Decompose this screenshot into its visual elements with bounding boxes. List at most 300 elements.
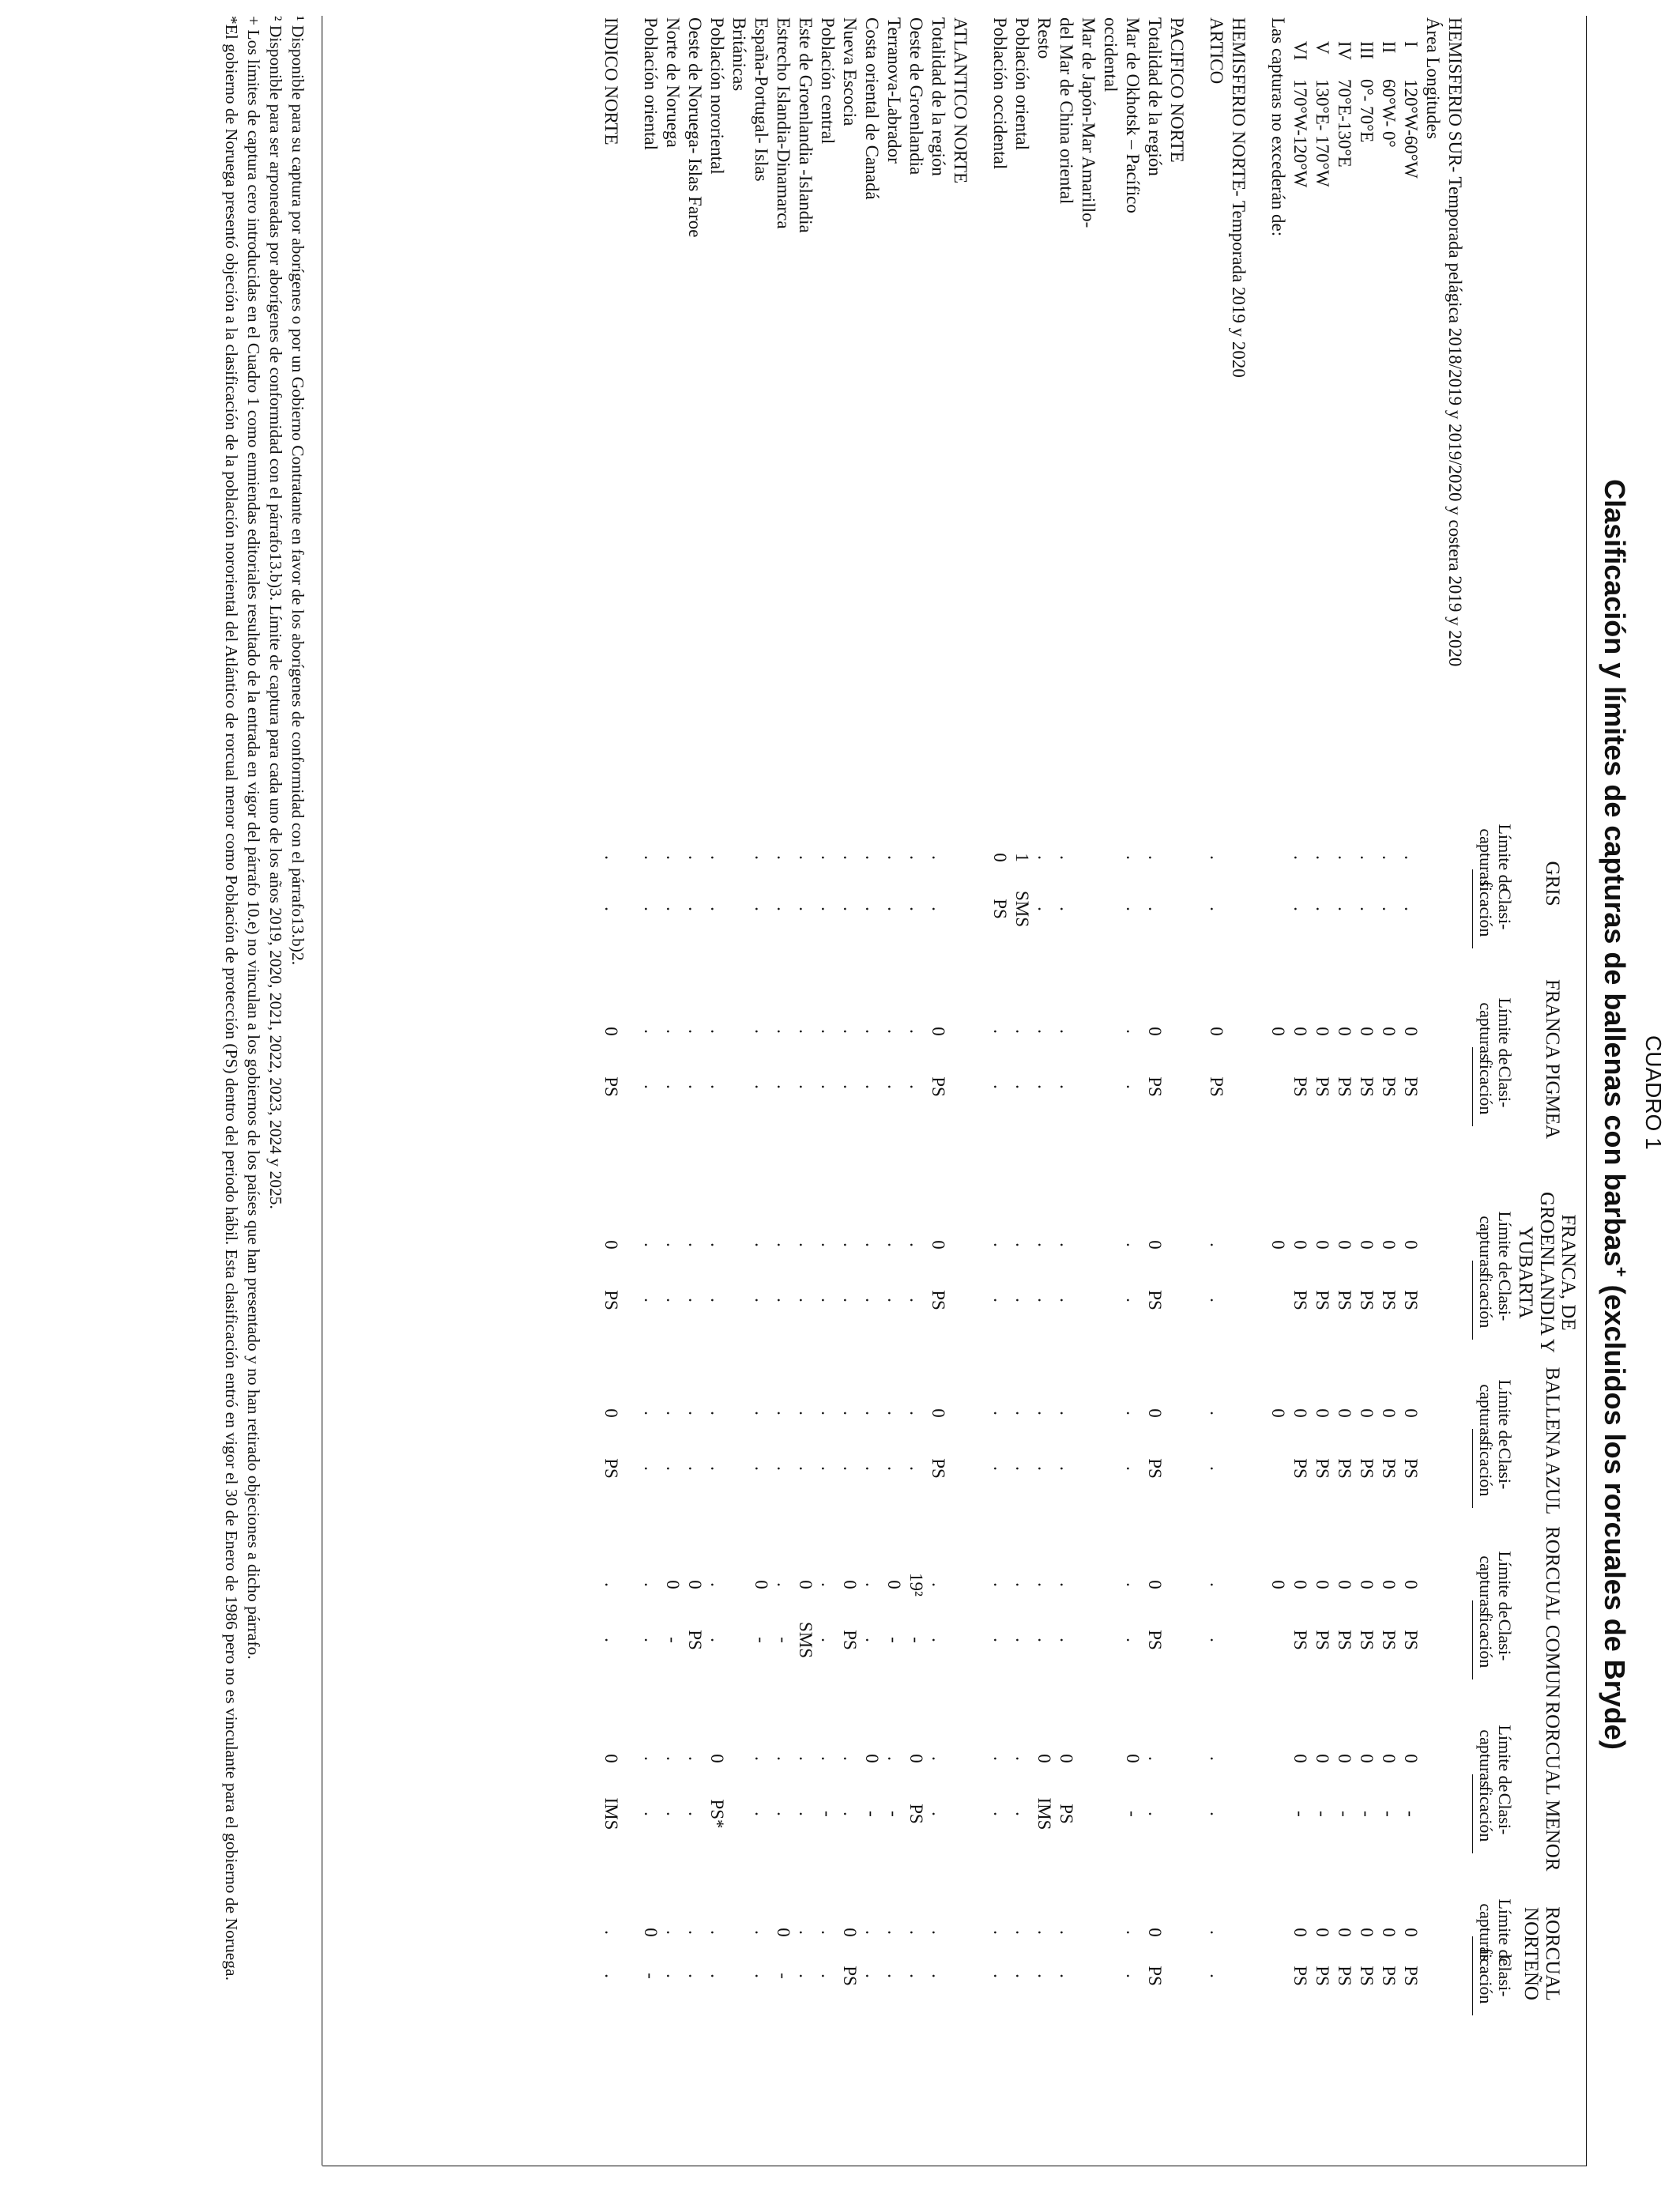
table-cell: . — [862, 1638, 882, 1642]
table-cell: . — [1207, 1582, 1226, 1587]
table-cell: . — [641, 907, 661, 911]
table-cell: . — [685, 1811, 705, 1816]
table-cell: . — [796, 1411, 816, 1416]
table-cell: . — [685, 1411, 705, 1416]
table-cell: . — [685, 855, 705, 860]
row-label: Oeste de Groenlandia — [906, 17, 926, 175]
table-cell: . — [862, 1582, 882, 1587]
table-cell: . — [1401, 855, 1421, 860]
table-cell: . — [1145, 1756, 1165, 1761]
table-cell: PS — [1379, 1966, 1399, 1986]
table-cell: . — [1034, 1930, 1054, 1935]
footnote: ¹ Disponible para su captura por aborígenes o por un Gobierno Contratante en favor de los aborígenes de conformidad con el párrafo13.b)2. — [288, 16, 307, 966]
table-cell: . — [862, 1084, 882, 1089]
table-cell: IMS — [1034, 1797, 1054, 1830]
table-cell: . — [818, 1029, 838, 1034]
table-cell: . — [796, 907, 816, 911]
table-cell: . — [1057, 1029, 1076, 1034]
table-cell: PS — [1145, 1966, 1165, 1986]
row-label: PACIFICO NORTE — [1167, 17, 1187, 163]
table-cell: 0 — [685, 1580, 705, 1589]
table-cell: . — [641, 1466, 661, 1471]
row-label: Mar de Okhotsk – Pacífico — [1123, 17, 1143, 213]
table-cell: PS — [1145, 1076, 1165, 1097]
table-cell: PS — [929, 1458, 948, 1479]
table-cell: . — [707, 1242, 727, 1247]
table-cell: . — [1057, 1930, 1076, 1935]
table-cell: . — [663, 1930, 683, 1935]
table-cell: 0 — [1268, 1580, 1288, 1589]
table-cell: 0 — [1401, 1580, 1421, 1589]
table-cell: . — [641, 1084, 661, 1089]
table-cell: . — [601, 1930, 621, 1935]
section-heading: HEMISFERIO NORTE- Temporada 2019 y 2020 — [1229, 17, 1249, 378]
table-cell: . — [1034, 1029, 1054, 1034]
table-cell: . — [929, 1973, 948, 1978]
table-cell: . — [1123, 1582, 1143, 1587]
table-cell: . — [774, 1582, 793, 1587]
table-cell: 0 — [1335, 1027, 1354, 1036]
table-cell: PS — [929, 1290, 948, 1310]
table-cell: . — [663, 1411, 683, 1416]
table-cell: . — [796, 855, 816, 860]
table-cell: . — [906, 1411, 926, 1416]
area-number: I — [1401, 41, 1421, 47]
title-plus-mark: + — [1611, 1266, 1631, 1277]
table-cell: . — [1057, 855, 1076, 860]
table-cell: - — [1401, 1811, 1421, 1817]
row-label: del Mar de China oriental — [1057, 17, 1076, 205]
table-cell: . — [1034, 1973, 1054, 1978]
table-cell: . — [663, 1029, 683, 1034]
table-cell: PS — [601, 1290, 621, 1310]
table-cell: . — [751, 907, 771, 911]
area-longitudes: 120°W-60°W — [1401, 79, 1421, 179]
table-cell: . — [751, 1930, 771, 1935]
table-cell: . — [1034, 1582, 1054, 1587]
row-label: ATLANTICO NORTE — [951, 17, 970, 184]
table-cell: . — [1207, 1638, 1226, 1642]
table-cell: . — [641, 1242, 661, 1247]
table-cell: 0 — [929, 1240, 948, 1250]
table-cell: . — [601, 1973, 621, 1978]
table-cell: . — [774, 1756, 793, 1761]
table-cell: . — [1207, 1411, 1226, 1416]
table-cell: . — [751, 1411, 771, 1416]
table-cell: . — [685, 1242, 705, 1247]
table-cell: PS — [1357, 1966, 1377, 1986]
table-cell: . — [1012, 1756, 1032, 1761]
table-cell: . — [862, 1242, 882, 1247]
table-cell: . — [1012, 1811, 1032, 1816]
table-cell: . — [840, 855, 860, 860]
table-cell: . — [1313, 907, 1332, 911]
table-cell: PS — [1290, 1290, 1310, 1310]
table-cell: - — [751, 1637, 771, 1643]
table-cell: PS — [1290, 1076, 1310, 1097]
table-cell: . — [1207, 1242, 1226, 1247]
table-cell: PS — [1313, 1076, 1332, 1097]
table-cell: . — [796, 1811, 816, 1816]
table-cell: 0 — [1290, 1580, 1310, 1589]
table-cell: . — [990, 1084, 1010, 1089]
table-cell: - — [1379, 1811, 1399, 1817]
table-cell: . — [774, 1466, 793, 1471]
table-cell: . — [990, 1298, 1010, 1302]
table-cell: . — [685, 1756, 705, 1761]
table-cell: . — [641, 1811, 661, 1816]
table-cell: 0 — [1313, 1928, 1332, 1937]
table-cell: . — [990, 1029, 1010, 1034]
table-cell: 0 — [1145, 1027, 1165, 1036]
table-cell: PS — [1290, 1966, 1310, 1986]
row-label: Terranova-Labrador — [884, 17, 904, 164]
table-cell: PS — [1401, 1290, 1421, 1310]
table-title — [1598, 47, 1631, 2181]
table-cell: . — [884, 907, 904, 911]
table-cell: . — [707, 1930, 727, 1935]
table-cell: PS — [1379, 1630, 1399, 1650]
table-cell: - — [1335, 1811, 1354, 1817]
table-cell: . — [601, 1638, 621, 1642]
table-cell: 0 — [862, 1754, 882, 1763]
table-cell: 1 — [1012, 853, 1032, 862]
table-cell: . — [663, 1756, 683, 1761]
table-cell: . — [1123, 1973, 1143, 1978]
table-cell: 0 — [1401, 1240, 1421, 1250]
row-label: ARTICO — [1207, 17, 1226, 85]
table-cell: . — [884, 1242, 904, 1247]
table-cell: . — [796, 1298, 816, 1302]
table-cell: . — [1012, 1582, 1032, 1587]
table-cell: . — [990, 1973, 1010, 1978]
table-cell: 0 — [796, 1580, 816, 1589]
table-cell: . — [840, 1466, 860, 1471]
table-cell: . — [818, 1084, 838, 1089]
table-cell: . — [1123, 1298, 1143, 1302]
table-cell: PS* — [707, 1799, 727, 1829]
table-cell: . — [840, 1242, 860, 1247]
table-cell: 0 — [1268, 1027, 1288, 1036]
table-cell: . — [929, 1811, 948, 1816]
table-cell: . — [641, 1411, 661, 1416]
table-cell: PS — [1357, 1076, 1377, 1097]
table-cell: . — [796, 1084, 816, 1089]
table-cell: PS — [929, 1076, 948, 1097]
table-cell: . — [1207, 1298, 1226, 1302]
table-cell: . — [1012, 1638, 1032, 1642]
table-cell: 0 — [751, 1580, 771, 1589]
table-cell: . — [906, 1466, 926, 1471]
class-subheader: Clasi- ficación — [1476, 880, 1515, 937]
table-cell: 0 — [1313, 1408, 1332, 1418]
row-label: Británicas — [729, 17, 749, 92]
table-cell: . — [601, 907, 621, 911]
table-cell: PS — [1313, 1458, 1332, 1479]
table-cell: 0 — [1145, 1928, 1165, 1937]
table-cell: 0 — [840, 1580, 860, 1589]
table-cell: . — [884, 855, 904, 860]
area-number: II — [1379, 41, 1399, 54]
table-cell: PS — [1379, 1458, 1399, 1479]
table-cell: . — [1123, 1466, 1143, 1471]
table-cell: . — [1207, 855, 1226, 860]
table-cell: 0 — [1268, 1408, 1288, 1418]
table-cell: PS — [601, 1458, 621, 1479]
table-cell: . — [707, 907, 727, 911]
table-cell: . — [685, 1973, 705, 1978]
table-cell: . — [641, 1298, 661, 1302]
table-cell: . — [884, 1084, 904, 1089]
table-cell: . — [707, 855, 727, 860]
table-cell: . — [840, 1084, 860, 1089]
table-cell: . — [796, 1973, 816, 1978]
subheader-rule — [1472, 1936, 1473, 2015]
table-cell: . — [862, 1930, 882, 1935]
table-cell: - — [884, 1811, 904, 1817]
table-cell: . — [1145, 907, 1165, 911]
table-cell: . — [1379, 907, 1399, 911]
table-cell: PS — [1313, 1630, 1332, 1650]
table-cell: 0 — [663, 1580, 683, 1589]
table-cell: . — [929, 1930, 948, 1935]
table-cell: . — [751, 1242, 771, 1247]
table-cell: - — [1123, 1811, 1143, 1817]
table-cell: PS — [1145, 1290, 1165, 1310]
table-cell: 0 — [1379, 1027, 1399, 1036]
table-cell: 0 — [929, 1027, 948, 1036]
table-cell: . — [840, 1298, 860, 1302]
table-cell: . — [663, 1973, 683, 1978]
limit-subheader: Límite de capturas — [1476, 1725, 1515, 1793]
table-cell: . — [774, 1084, 793, 1089]
table-cell: 0 — [641, 1928, 661, 1937]
table-cell: . — [1313, 855, 1332, 860]
table-cell: 0 — [884, 1580, 904, 1589]
table-cell: . — [1057, 1242, 1076, 1247]
row-label: Población central — [818, 17, 838, 145]
table-cell: . — [929, 907, 948, 911]
table-cell: . — [751, 1466, 771, 1471]
table-cell: . — [1057, 1298, 1076, 1302]
table-cell: 0 — [1145, 1240, 1165, 1250]
table-cell: . — [840, 907, 860, 911]
table-cell: . — [990, 1466, 1010, 1471]
table-cell: SMS — [1012, 890, 1032, 928]
limit-subheader: Límite de capturas — [1476, 1211, 1515, 1279]
table-cell: . — [818, 1582, 838, 1587]
footnote: ² Disponible para ser arponeadas por aborígenes de conformidad con el párrafo13.b)3. Límite de captura para cada uno de los años 2019, 2020, 2021, 2022, 2023, 2024 y 2025. — [266, 16, 285, 1209]
table-cell: - — [1357, 1811, 1377, 1817]
table-cell: . — [707, 1466, 727, 1471]
table-cell: . — [818, 855, 838, 860]
species-header: RORCUAL COMUN — [1542, 1526, 1563, 1698]
table-cell: PS — [1313, 1966, 1332, 1986]
table-cell: PS — [1145, 1458, 1165, 1479]
table-cell: SMS — [796, 1621, 816, 1659]
table-cell: . — [862, 855, 882, 860]
title-suffix: (excluidos los rorcuales de Bryde) — [1599, 1284, 1631, 1750]
table-cell: 0 — [1123, 1754, 1143, 1763]
table-cell: . — [1290, 855, 1310, 860]
table-cell: PS — [840, 1630, 860, 1650]
class-subheader: Clasi- ficación — [1476, 1272, 1515, 1329]
table-cell: . — [641, 1756, 661, 1761]
table-cell: . — [774, 855, 793, 860]
table-cell: PS — [1335, 1966, 1354, 1986]
table-cell: - — [906, 1637, 926, 1643]
table-cell: . — [884, 1756, 904, 1761]
table-cell: . — [601, 855, 621, 860]
table-cell: . — [1034, 855, 1054, 860]
row-label: Totalidad de la región — [929, 17, 948, 176]
table-cell: . — [1123, 855, 1143, 860]
species-header: RORCUAL MENOR — [1542, 1701, 1563, 1872]
table-cell: . — [796, 1242, 816, 1247]
table-cell: 0 — [1290, 1754, 1310, 1763]
table-cell: . — [906, 1973, 926, 1978]
table-cell: PS — [1290, 1630, 1310, 1650]
table-cell: - — [641, 1973, 661, 1979]
table-cell: 0 — [1357, 1408, 1377, 1418]
row-label: Población oriental — [1012, 17, 1032, 150]
table-cell: . — [1034, 1411, 1054, 1416]
class-subheader: Clasi- ficación — [1476, 1058, 1515, 1115]
subheader-rule — [1472, 1429, 1473, 1508]
table-cell: . — [1207, 1466, 1226, 1471]
table-cell: 0 — [1335, 1754, 1354, 1763]
table-cell: 0 — [1357, 1580, 1377, 1589]
table-cell: . — [1207, 1973, 1226, 1978]
table-cell: . — [774, 1029, 793, 1034]
row-label: occidental — [1101, 17, 1121, 92]
table-cell: 0 — [929, 1408, 948, 1418]
table-cell: . — [1123, 1930, 1143, 1935]
table-cell: 0 — [1145, 1580, 1165, 1589]
table-cell: . — [751, 855, 771, 860]
table-cell: 0 — [1034, 1754, 1054, 1763]
table-cell: . — [1034, 1084, 1054, 1089]
table-cell: . — [1290, 907, 1310, 911]
table-cell: . — [1034, 1298, 1054, 1302]
table-cell: . — [840, 1756, 860, 1761]
table-cell: . — [1207, 907, 1226, 911]
table-cell: PS — [1357, 1630, 1377, 1650]
table-cell: 0 — [1401, 1408, 1421, 1418]
table-cell: 19² — [906, 1573, 926, 1596]
table-cell: 0 — [990, 853, 1010, 862]
table-cell: . — [774, 1411, 793, 1416]
table-cell: . — [707, 1973, 727, 1978]
table-number: CUADRO 1 — [1641, 1035, 1666, 1150]
table-cell: - — [884, 1637, 904, 1643]
table-cell: - — [663, 1637, 683, 1643]
table-cell: . — [884, 1466, 904, 1471]
table-cell: . — [796, 1930, 816, 1935]
table-cell: . — [1207, 1756, 1226, 1761]
subheader-rule — [1472, 1600, 1473, 1679]
table-cell: . — [840, 1029, 860, 1034]
table-cell: . — [796, 1466, 816, 1471]
table-cell: . — [929, 855, 948, 860]
table-cell: . — [1123, 1411, 1143, 1416]
table-cell: - — [1290, 1811, 1310, 1817]
table-cell: . — [1012, 1973, 1032, 1978]
table-cell: . — [840, 1411, 860, 1416]
table-cell: . — [884, 1973, 904, 1978]
table-cell: . — [906, 1298, 926, 1302]
table-cell: . — [1012, 1298, 1032, 1302]
table-cell: 0 — [601, 1408, 621, 1418]
table-cell: . — [685, 1298, 705, 1302]
table-cell: PS — [1313, 1290, 1332, 1310]
row-label: INDICO NORTE — [601, 17, 621, 145]
table-cell: . — [990, 1930, 1010, 1935]
area-longitudes: 60°W- 0° — [1379, 79, 1399, 148]
table-cell: . — [663, 855, 683, 860]
table-cell: . — [862, 1029, 882, 1034]
table-cell: . — [990, 1756, 1010, 1761]
row-label: Norte de Noruega — [663, 17, 683, 148]
table-cell: 0 — [707, 1754, 727, 1763]
table-cell: 0 — [1290, 1928, 1310, 1937]
table-cell: 0 — [1401, 1928, 1421, 1937]
limit-subheader: Límite de capturas — [1476, 1551, 1515, 1619]
table-cell: PS — [840, 1966, 860, 1986]
table-cell: 0 — [906, 1754, 926, 1763]
table-cell: 0 — [1357, 1240, 1377, 1250]
table-cell: . — [1057, 1411, 1076, 1416]
table-cell: . — [1123, 1242, 1143, 1247]
table-cell: 0 — [601, 1027, 621, 1036]
table-cell: . — [707, 1298, 727, 1302]
class-subheader: Clasi- ficación — [1476, 1612, 1515, 1668]
table-cell: PS — [1207, 1076, 1226, 1097]
table-cell: PS — [1379, 1076, 1399, 1097]
area-longitudes: 70°E-130°E — [1335, 79, 1354, 168]
table-cell: . — [862, 1466, 882, 1471]
table-cell: . — [862, 1298, 882, 1302]
table-cell: PS — [1335, 1458, 1354, 1479]
table-cell: . — [884, 1298, 904, 1302]
table-cell: 0 — [1357, 1027, 1377, 1036]
table-cell: . — [1357, 855, 1377, 860]
row-label: Costa oriental de Canadá — [862, 17, 882, 200]
table-cell: . — [1012, 1242, 1032, 1247]
table-cell: PS — [1401, 1458, 1421, 1479]
table-cell: . — [1145, 855, 1165, 860]
table-cell: . — [818, 1638, 838, 1642]
table-cell: . — [707, 1029, 727, 1034]
table-cell: . — [884, 1029, 904, 1034]
table-cell: PS — [906, 1804, 926, 1824]
table-cell: . — [774, 1242, 793, 1247]
table-cell: . — [862, 1973, 882, 1978]
table-cell: 0 — [1268, 1240, 1288, 1250]
table-cell: 0 — [1313, 1027, 1332, 1036]
table-cell: 0 — [1379, 1928, 1399, 1937]
row-label: Población oriental — [641, 17, 661, 150]
table-cell: . — [1034, 1242, 1054, 1247]
area-longitudes: 130°E- 170°W — [1313, 79, 1332, 187]
table-cell: . — [929, 1756, 948, 1761]
table-cell: . — [1012, 1084, 1032, 1089]
table-cell: . — [685, 1029, 705, 1034]
table-cell: 0 — [1290, 1408, 1310, 1418]
row-label: Este de Groenlandia -Islandia — [796, 17, 816, 233]
table-cell: . — [1123, 1084, 1143, 1089]
table-cell: . — [862, 1411, 882, 1416]
